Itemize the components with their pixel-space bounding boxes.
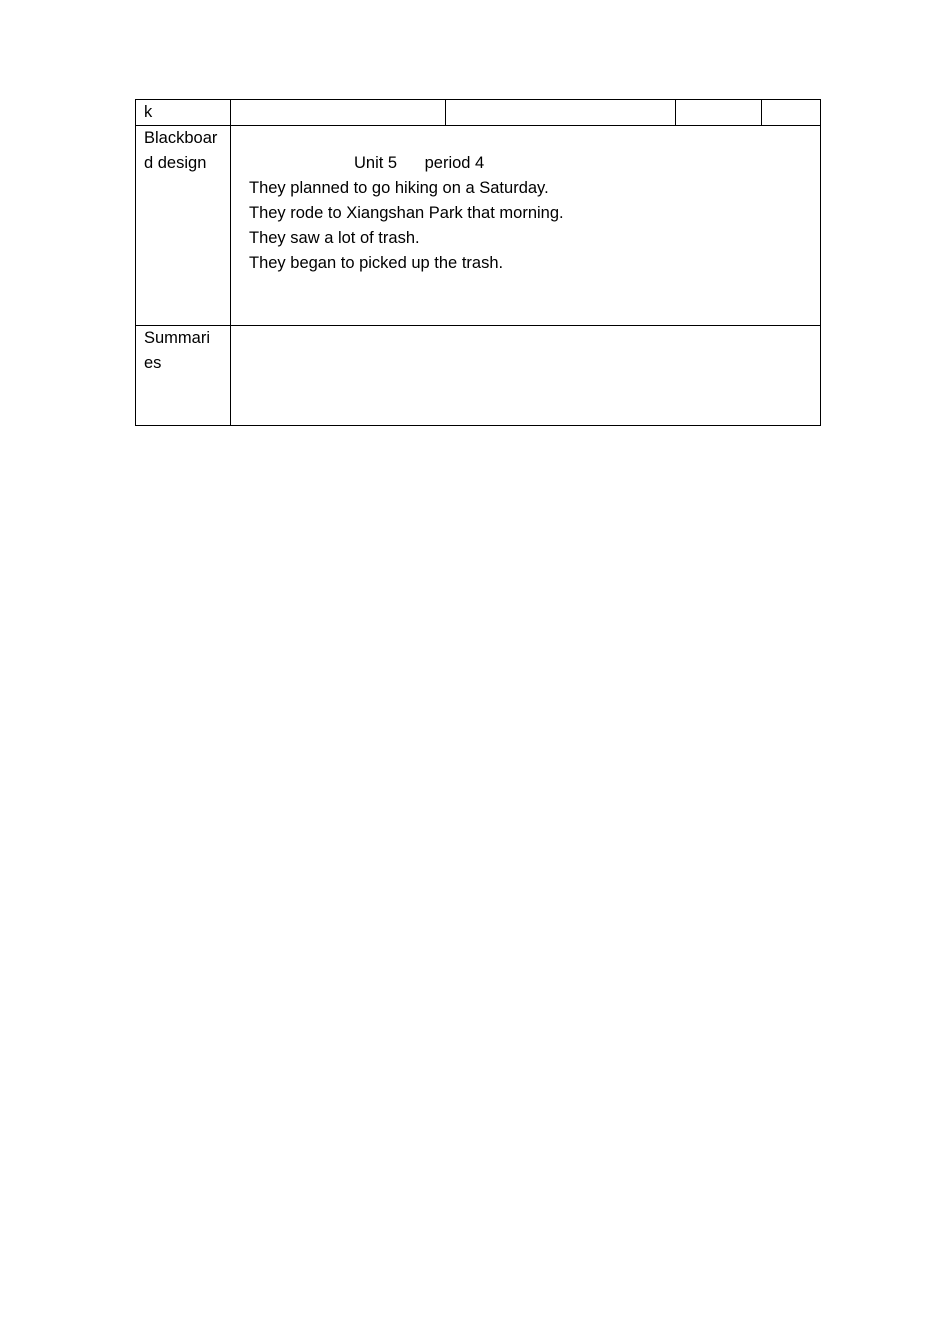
blackboard-design-content: [231, 126, 821, 326]
table-row: [136, 326, 821, 426]
empty-cell: [231, 100, 446, 126]
summaries-label: Summari es: [144, 329, 211, 372]
row-label-cell: [136, 326, 231, 426]
summaries-content: [231, 326, 821, 426]
row-label: k: [144, 103, 153, 121]
table-row: [136, 100, 821, 126]
empty-cell: [446, 100, 676, 126]
blackboard-line: They rode to Xiangshan Park that morning.: [249, 204, 564, 222]
blackboard-design-label: Blackboar d design: [144, 129, 218, 172]
blackboard-title: Unit 5 period 4: [354, 154, 485, 172]
row-label-cell: [136, 100, 231, 126]
empty-cell: [762, 100, 821, 126]
empty-cell: [676, 100, 762, 126]
lesson-plan-table: [135, 99, 821, 426]
blackboard-line: They began to picked up the trash.: [249, 254, 504, 272]
table-row: [136, 126, 821, 326]
blackboard-line: They saw a lot of trash.: [249, 229, 420, 247]
blackboard-line: They planned to go hiking on a Saturday.: [249, 179, 549, 197]
row-label-cell: [136, 126, 231, 326]
